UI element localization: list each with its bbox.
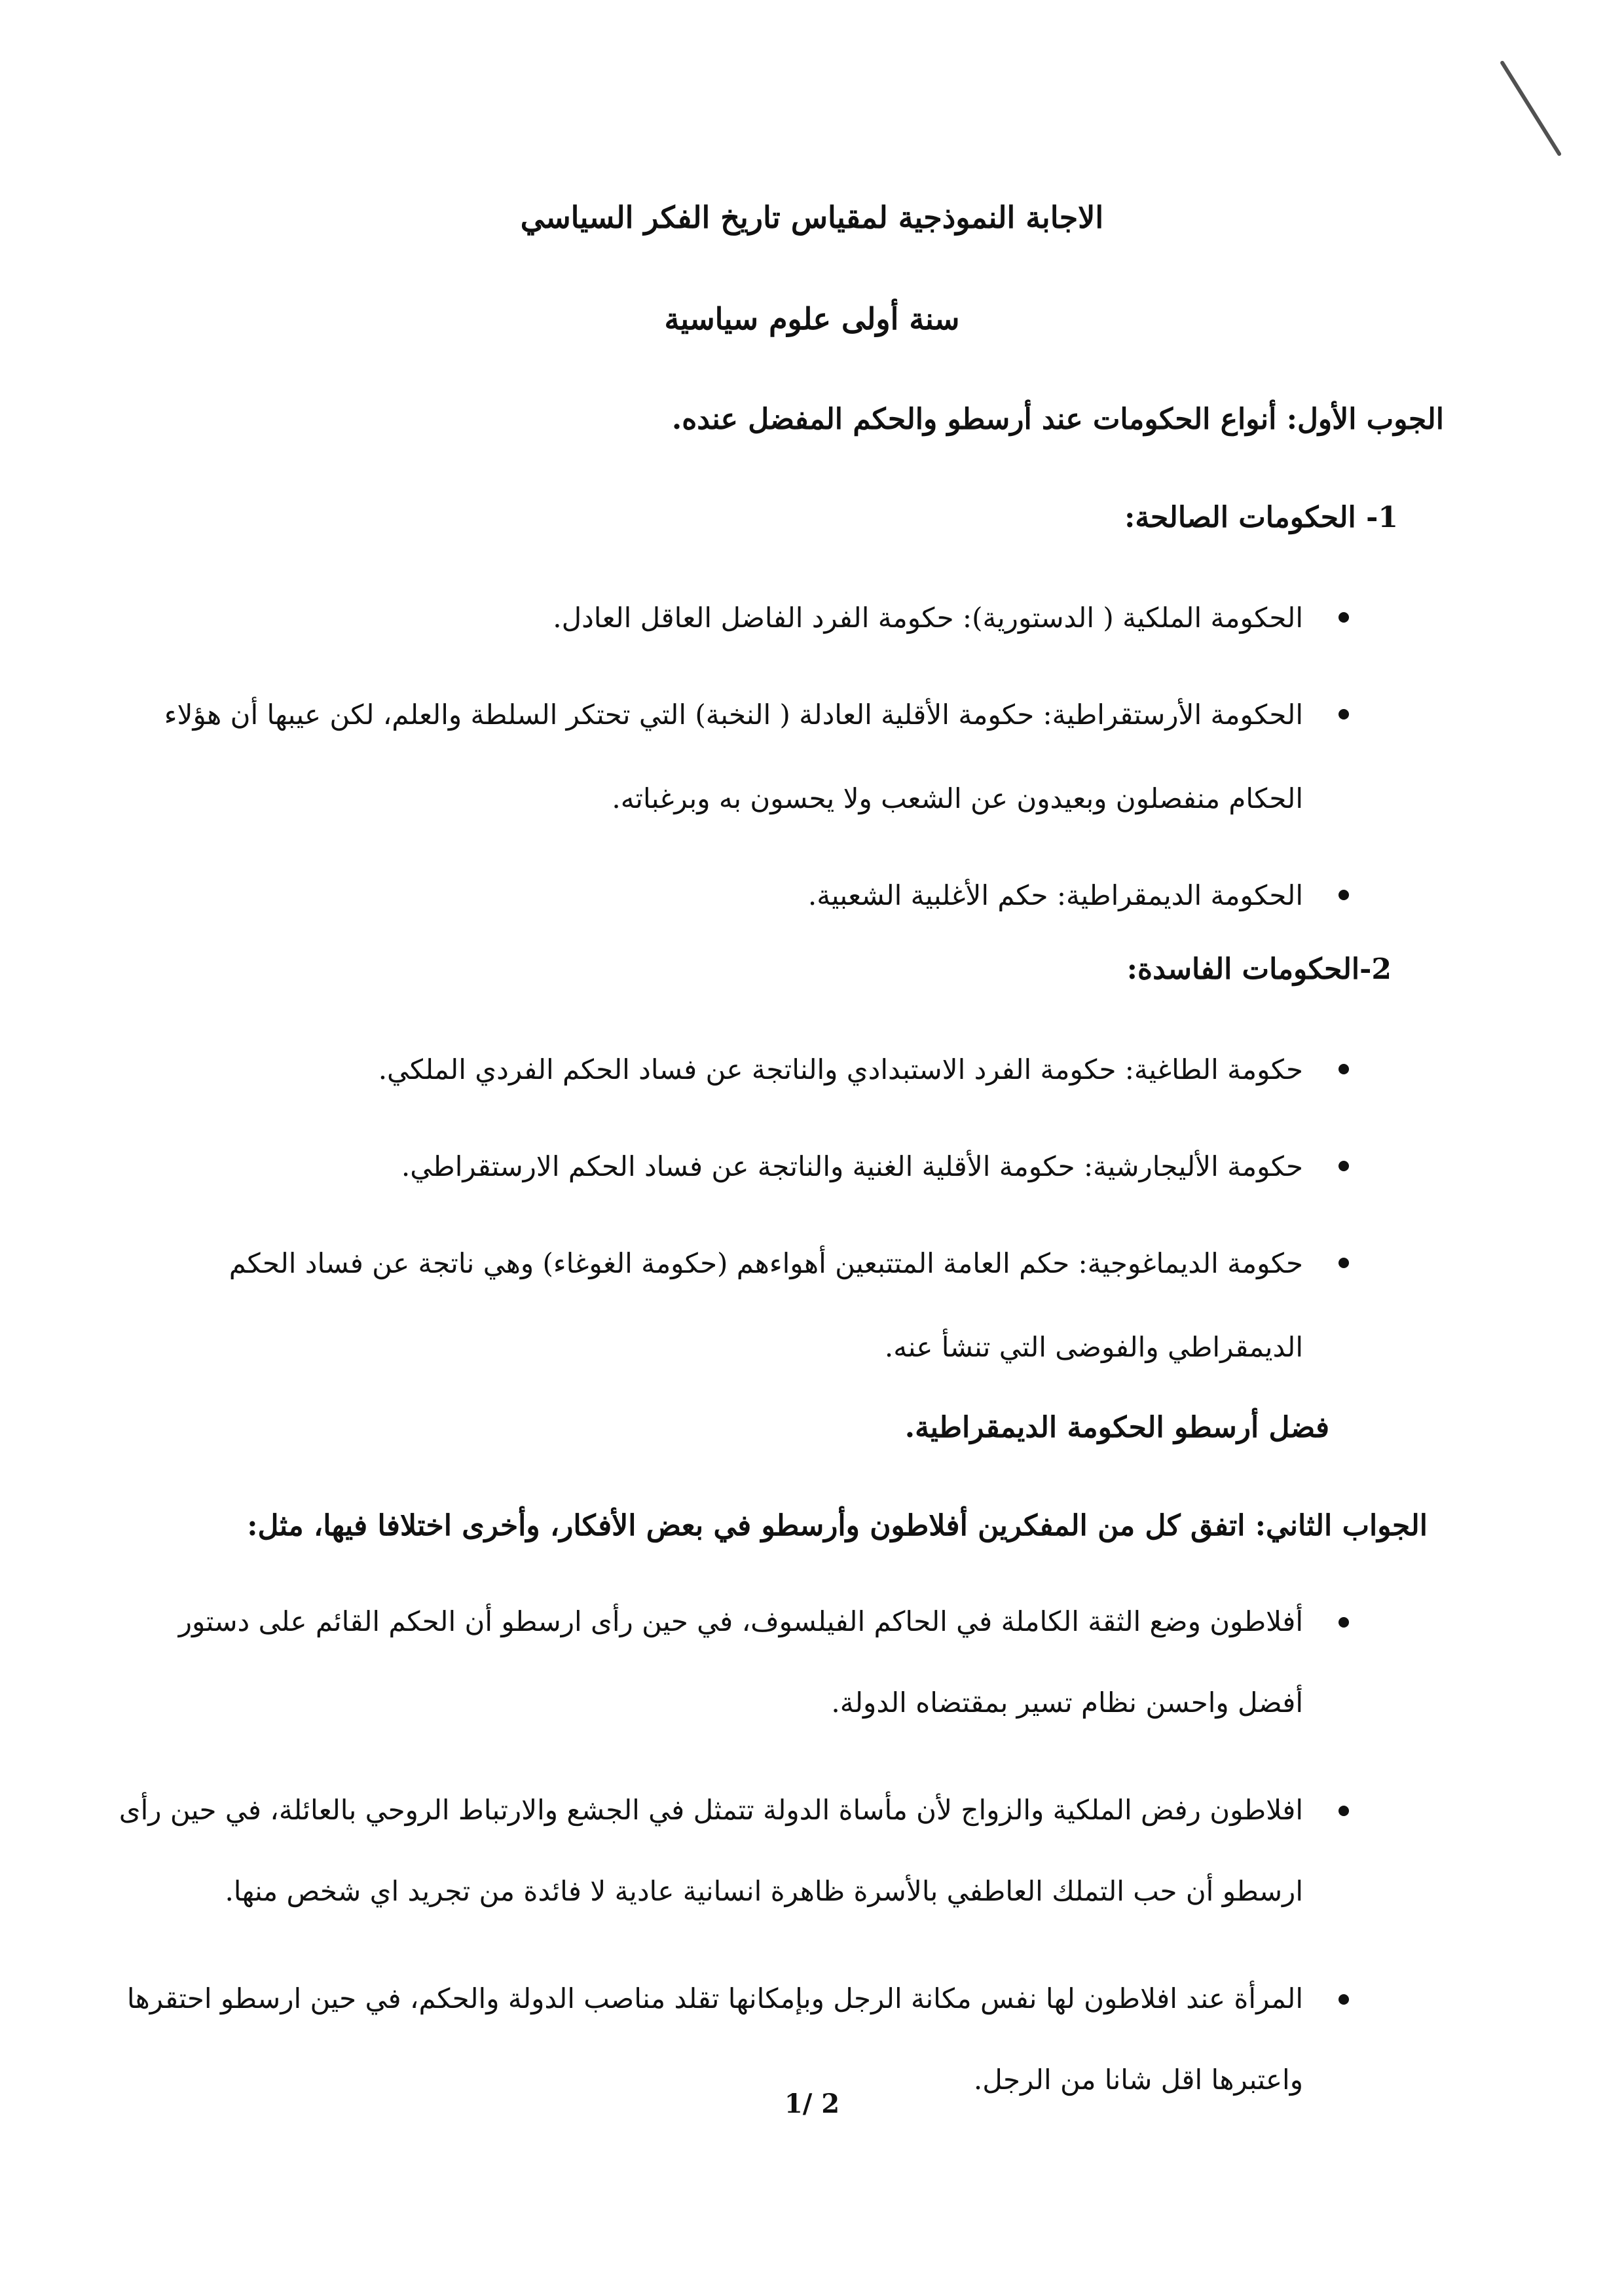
corrupt-governments-list	[105, 1028, 1349, 1402]
bullet-icon	[1338, 1806, 1349, 1816]
list-item-text: الحكومة الملكية ( الدستورية): حكومة الفرد الفاضل العاقل العادل.	[553, 602, 1303, 634]
section-corrupt-governments-heading: 2-الحكومات الفاسدة:	[1126, 953, 1392, 986]
section-good-governments-heading: 1- الحكومات الصالحة:	[1124, 501, 1398, 534]
list-item	[105, 854, 1349, 938]
list-item	[105, 1222, 1349, 1389]
document-title: الاجابة النموذجية لمقياس تاريخ الفكر السياسي	[520, 200, 1104, 235]
list-item	[105, 576, 1349, 660]
bullet-icon	[1338, 1161, 1349, 1171]
list-item-text: المرأة عند افلاطون لها نفس مكانة الرجل وبإمكانها تقلد مناصب الدولة والحكم، في حين ارسطو احتقرها واعتبرها اقل شانا من الرجل.	[126, 1982, 1303, 2096]
list-item-text: حكومة الطاغية: حكومة الفرد الاستبدادي والناتجة عن فساد الحكم الفردي الملكي.	[378, 1053, 1303, 1085]
list-item-text: افلاطون رفض الملكية والزواج لأن مأساة الدولة تتمثل في الجشع والارتباط الروحي بالعائلة، في حين رأى ارسطو أن حب التملك العاطفي بالأسرة ظاهرة انسانية عادية لا فائدة من تجريد اي شخص منها.	[119, 1794, 1303, 1907]
page-number: 1/ 2	[784, 2088, 840, 2119]
list-item-text: حكومة الديماغوجية: حكم العامة المتتبعين أهواءهم (حكومة الغوغاء) وهي ناتجة عن فساد الحكم الديمقراطي والفوضى التي تنشأ عنه.	[229, 1247, 1303, 1363]
bullet-icon	[1338, 1258, 1349, 1268]
bullet-icon	[1338, 890, 1349, 900]
bullet-icon	[1338, 1617, 1349, 1628]
list-item	[105, 1125, 1349, 1209]
question-1-heading: الجوب الأول: أنواع الحكومات عند أرسطو والحكم المفضل عنده.	[671, 403, 1444, 436]
bullet-icon	[1338, 709, 1349, 720]
list-item-text: الحكومة الديمقراطية: حكم الأغلبية الشعبية.	[807, 879, 1303, 911]
bullet-icon	[1338, 612, 1349, 623]
list-item	[105, 1770, 1349, 1932]
good-governments-list	[105, 576, 1349, 951]
list-item-text: حكومة الأليجارشية: حكومة الأقلية الغنية والناتجة عن فساد الحكم الارستقراطي.	[401, 1150, 1303, 1182]
list-item-text: الحكومة الأرستقراطية: حكومة الأقلية العادلة ( النخبة) التي تحتكر السلطة والعلم، لكن عيبها أن هؤلاء الحكام منفصلون وبعيدون عن الشعب ولا يحسون به وبرغباته.	[164, 699, 1303, 814]
list-item	[105, 673, 1349, 841]
bullet-icon	[1338, 1994, 1349, 2005]
plato-aristotle-comparison-list	[105, 1581, 1349, 2147]
question-2-heading: الجواب الثاني: اتفق كل من المفكرين أفلاطون وأرسطو في بعض الأفكار، وأخرى اختلافا فيها، مثل:	[247, 1509, 1428, 1542]
list-item	[105, 1581, 1349, 1743]
bullet-icon	[1338, 1064, 1349, 1074]
document-subtitle: سنة أولى علوم سياسية	[664, 301, 960, 337]
preferred-government-statement: فضل أرسطو الحكومة الديمقراطية.	[904, 1411, 1329, 1444]
scan-pen-mark	[1500, 60, 1562, 156]
list-item	[105, 1028, 1349, 1112]
list-item-text: أفلاطون وضع الثقة الكاملة في الحاكم الفيلسوف، في حين رأى ارسطو أن الحكم القائم على دستور أفضل واحسن نظام تسير بمقتضاه الدولة.	[178, 1605, 1303, 1719]
